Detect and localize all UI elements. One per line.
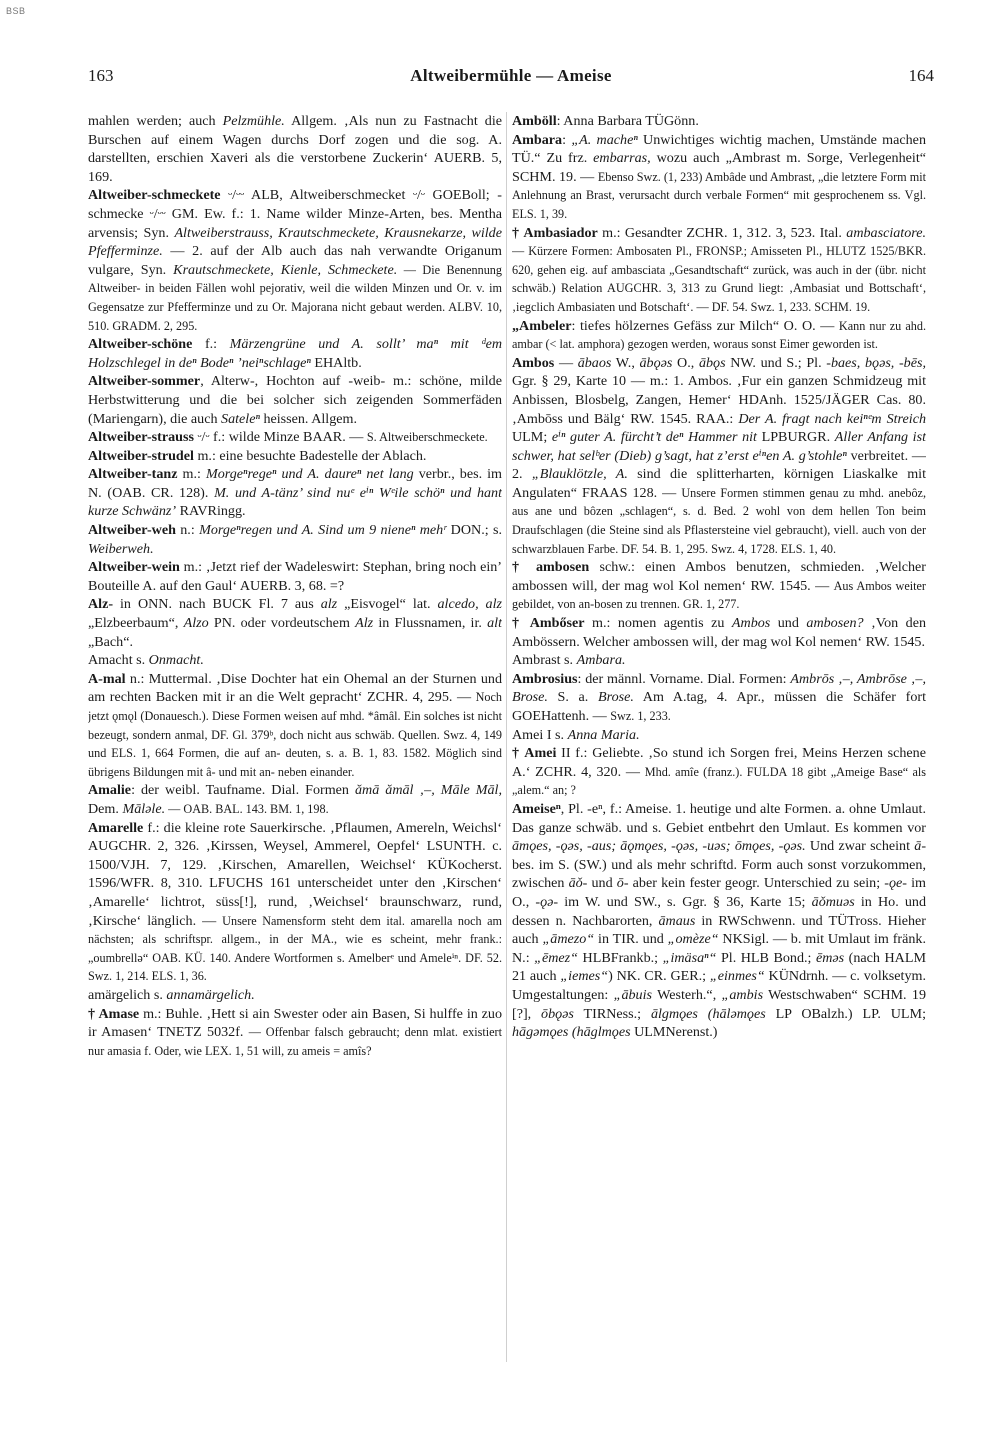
- dictionary-entry: [88, 1005, 502, 1061]
- entry-headword: † ambosen: [512, 559, 590, 576]
- entry-text: Pl. HLB Bond.;: [716, 949, 816, 966]
- entry-text: und: [770, 615, 807, 632]
- entry-italic-text: „einmes“: [709, 968, 765, 985]
- entry-italic-text: āmaus: [658, 912, 696, 929]
- entry-text: in Flussnamen, ir.: [373, 615, 488, 632]
- entry-text: n.: Muttermal. ‚Dise Dochter hat ein Ohemal an der Sturnen und am rechten Backen mit ir an die Welt gepracht‘ ZCHR. 4, 295. —: [88, 670, 502, 706]
- entry-italic-text: ālgmǫes (hālǝmǫes: [650, 1005, 766, 1022]
- entry-italic-text: „A. macheⁿ: [571, 131, 638, 148]
- entry-italic-text: -baes, bǫǝs, -bēs,: [826, 354, 926, 371]
- entry-text: NKSigl. — b. mit Umlaut im fränk. N.:: [512, 931, 926, 966]
- entry-italic-text: ābaos: [577, 354, 612, 371]
- dictionary-entry: [512, 224, 926, 317]
- entry-italic-text: āǒ-: [568, 875, 588, 892]
- dictionary-entry: [88, 781, 502, 818]
- entry-text: TIRNess.;: [573, 1005, 651, 1022]
- dictionary-entry: [512, 614, 926, 651]
- dictionary-entry: [88, 372, 502, 428]
- dictionary-entry: [88, 447, 502, 466]
- dictionary-entry: [88, 521, 502, 558]
- entry-text: Allgem. ‚Als nun zu Fastnacht die Burschen auf einem Wagen durchs Dorf zogen und die sog. A. darstellten, erschien Xaveri als die verstorbene Zuckerin‘ AUERB. 5, 169.: [88, 113, 502, 185]
- entry-text: n.:: [175, 522, 200, 539]
- entry-text: Ggr. § 29, Karte 10 — m.: 1. Ambos. ‚Fur ein ganzen Schmidzeug mit Anbissen, Blosbelg, Zangen, Hemer‘ HDAnh. 1525/JÄGER Cas. 80. ‚Ambōss und Bälg‘ RW. 1545. RAA.:: [512, 373, 926, 427]
- entry-text: wozu auch „Ambrast m. Sorge, Verlegenheit“ SCHM. 19. —: [512, 150, 926, 185]
- entry-italic-text: „omèze“: [667, 931, 719, 948]
- entry-text: Ambrast s.: [512, 652, 577, 669]
- entry-italic-text: embarras,: [593, 150, 651, 167]
- entry-headword: Ameiseⁿ: [512, 800, 561, 817]
- entry-note: — OAB. BAL. 143. BM. 1, 198.: [165, 801, 329, 816]
- page-number-right: 164: [908, 66, 934, 85]
- entry-text: PN. oder vordeutschem: [208, 615, 356, 632]
- entry-italic-text: ā-: [914, 838, 926, 855]
- dictionary-entry: [88, 428, 502, 447]
- entry-italic-text: Morgeⁿregen und A. Sind um 9 nieneⁿ mehʳ: [199, 522, 447, 539]
- entry-headword: Altweiber-tanz: [88, 466, 178, 483]
- entry-headword: Altweiber-wein: [88, 559, 180, 576]
- entry-headword: Ambos: [512, 354, 555, 371]
- entry-text: f.:: [192, 336, 230, 353]
- dictionary-entry: [512, 131, 926, 224]
- entry-italic-text: Ambos: [731, 615, 771, 632]
- entry-text: Dem.: [88, 800, 123, 817]
- left-column: [88, 112, 502, 1402]
- entry-italic-text: āmǫes, -ǫǝs, -aus; āǫmǫes, -ǫǝs, -uǝs; ōmǫes, -ǫǝs.: [512, 838, 806, 855]
- entry-italic-text: Pelzmühle.: [222, 113, 285, 129]
- entry-text: m.: nomen agentis zu: [584, 615, 732, 632]
- entry-text: und: [587, 875, 617, 892]
- entry-italic-text: ambosen?: [806, 615, 864, 632]
- entry-text: ULM;: [512, 429, 552, 446]
- entry-text: „Elzbeerbaum“,: [88, 615, 184, 632]
- entry-note: S. Altweiberschmeckete.: [366, 430, 488, 445]
- entry-text: in TIR. und: [594, 931, 668, 948]
- entry-italic-text: Onmacht.: [148, 652, 204, 669]
- entry-italic-text: Brose.: [598, 689, 634, 706]
- entry-italic-text: M. und A-tänz’ sind nuᵉ eⁱⁿ Wᵉile schöⁿ und hant kurze Schwänz’: [88, 484, 502, 520]
- entry-text: DON.; s.: [446, 522, 502, 539]
- dictionary-entry: [512, 317, 926, 354]
- entry-text: Amacht s.: [88, 652, 149, 669]
- entry-note: Unsere Formen stimmen genau zu mhd. anebôz, aus ane und bôzen „schlagen“, s. d. Bed. 2 wohl von dem hellen Ton beim Draufschlagen (die Steine sind als Pflastersteine viel gebraucht), viell. auch von der schwarzblauen Farbe. DF. 54. B. 1, 295. Swz. 4, 1728. ELS. 1, 40.: [512, 485, 926, 556]
- entry-text: ‚Von den Ambössern. Welcher ambossen will, der mag wol Kol nemen‘ RW. 1545.: [512, 615, 926, 650]
- entry-text: : der weibl. Taufname. Dial. Formen: [131, 782, 355, 799]
- entry-text: RAVRingg.: [176, 503, 246, 520]
- entry-text: amärgelich s.: [88, 986, 167, 1003]
- entry-italic-text: Ambara.: [576, 652, 626, 669]
- entry-text: Westerh.“,: [652, 986, 722, 1003]
- entry-text: bes. im S. (SW.) und als mehr schriftd. Form auch sonst vorzukommen, zwischen: [512, 856, 926, 892]
- entry-note: — Kürzere Formen: Ambosaten Pl., FRONSP.; Amisseten Pl., HLUTZ 1525/BKR. 620, gehen eig. auf ambasciata „Gesandtschaft“ zurück, was auch in der (übr. nicht schwäb.) Relation AUGCHR. 3, 313 zu Grund liegt: ‚Ambasiat und Bottschaft‘, ‚iegclich Ambasiaten und Botschaft‘. — DF. 54. Swz. 1, 233. SCHM. 19.: [512, 244, 926, 314]
- entry-text: Unwichtiges wichtig machen, Umstände machen TÜ.“ Zu frz.: [512, 131, 926, 167]
- entry-italic-text: ābǫs: [698, 354, 726, 371]
- entry-headword: Amalie: [88, 782, 132, 799]
- entry-note: — Offenbar falsch gebraucht; denn mlat. existiert nur amasia f. Oder, wie LEX. 1, 51 will, zu ameis = amîs?: [88, 1025, 502, 1058]
- entry-note: Kann nur zu ahd. ambar (< lat. amphora) gezogen werden, woraus sonst Eimer geworden ist.: [512, 318, 926, 352]
- entry-italic-text: Alz: [355, 615, 374, 632]
- entry-italic-text: Sateleⁿ: [221, 410, 260, 427]
- dictionary-entry: [512, 726, 926, 745]
- entry-text: —: [554, 354, 578, 371]
- entry-text: ULMNerenst.): [630, 1024, 718, 1041]
- entry-italic-text: Weiberweh.: [88, 540, 154, 557]
- entry-headword: † Amei: [512, 745, 557, 762]
- entry-text: in ONN. nach BUCK Fl. 7 aus: [113, 596, 321, 613]
- entry-text: : Anna Barbara TÜGönn.: [556, 113, 699, 129]
- entry-text: HLBFrankb.;: [578, 949, 663, 966]
- entry-italic-text: Anna Maria.: [567, 726, 640, 743]
- entry-note: Aus Ambos weiter gebildet, von an-bosen zu trennen. GR. 1, 277.: [512, 578, 926, 612]
- entry-text: Amei I s.: [512, 726, 568, 743]
- dictionary-entry: [88, 112, 502, 186]
- entry-text: S. a.: [547, 689, 598, 706]
- entry-text: EHAltb.: [310, 354, 362, 371]
- entry-italic-text: ābǫǝs: [639, 354, 673, 371]
- entry-headword: Alz-: [88, 596, 114, 613]
- entry-italic-text: Morgeⁿregeⁿ und A. daureⁿ net lang: [205, 466, 414, 483]
- dictionary-entry: [88, 465, 502, 521]
- entry-italic-text: -ǫǝ-: [535, 893, 559, 910]
- entry-text: in Ho. und dessen n. Nachbarorten,: [512, 893, 926, 929]
- entry-italic-text: alt: [487, 615, 502, 632]
- entry-italic-text: „ābuis: [613, 986, 653, 1003]
- dictionary-entry: [512, 558, 926, 614]
- dictionary-entry: [88, 335, 502, 372]
- entry-italic-text: ō-: [616, 875, 629, 892]
- dictionary-entry: [512, 670, 926, 726]
- entry-note: Ebenso Swz. (1, 233) Ambâde und Ambrast, „die letztere Form mit Anlehnung an Brast, verursacht durch verbale Formen“ mit gesprochenem ss. Vgl. ELS. 1, 39.: [512, 169, 926, 221]
- dictionary-entry: [512, 354, 926, 559]
- entry-headword: Ambara: [512, 131, 563, 148]
- entry-italic-text: Alzo: [183, 615, 209, 632]
- entry-italic-text: āǒmuǝs: [811, 893, 855, 910]
- entry-text: W.,: [611, 354, 640, 371]
- entry-italic-text: eⁱⁿ guter A. fürcht’t deⁿ Hammer nit: [551, 429, 757, 446]
- entry-italic-text: hāgǝmǫes (hāglmǫes: [512, 1024, 631, 1041]
- column-divider: [506, 112, 507, 1362]
- entry-text: : der männl. Vorname. Dial. Formen:: [577, 670, 791, 687]
- entry-text: (nach HALM 21 auch: [512, 949, 926, 985]
- dictionary-entry: [88, 595, 502, 651]
- entry-text: KÜNdrnh. — c. volksetym. Umgestaltungen:: [512, 968, 926, 1003]
- entry-italic-text: alz: [320, 596, 338, 613]
- entry-headword: Altweiber-weh: [88, 522, 176, 539]
- entry-text: „Bach“.: [88, 633, 133, 650]
- entry-text: m.: eine besuchte Badestelle der Ablach.: [193, 447, 427, 464]
- entry-italic-text: -ǫe-: [884, 875, 907, 892]
- entry-text: ᵕ/ᵕ f.: wilde Minze BAAR. —: [193, 429, 367, 446]
- entry-note: — Die Benennung Altweiber- in beiden Fällen wohl pejorativ, weil die wilden Minzen und Or. v. im Gegensatze zur Pfefferminze und zu Or. Majorana nicht gebaut werden. ALBV. 10, 510. GRADM. 2, 295.: [88, 262, 502, 333]
- entry-headword: Altweiber-strauss: [88, 429, 194, 446]
- entry-text: ᵕ/ᵕᵕ ALB, Altweiberschmecket ᵕ/ᵕ GOEBoll; -schmecke ᵕ/ᵕᵕ GM. Ew. f.: 1. Name wilder Minze-Arten, bes. Mentha arvensis; Syn.: [88, 187, 502, 241]
- dictionary-entry: [88, 986, 502, 1005]
- entry-text: mahlen werden; auch: [88, 113, 223, 129]
- entry-text: , Pl. -eⁿ, f.: Ameise. 1. heutige und alte Formen. a. ohne Umlaut. Das ganze schwäb. und s. Gebiet entbehrt den Umlaut. Es kommen vor: [512, 800, 926, 836]
- dictionary-entry: [512, 744, 926, 800]
- entry-text: im W. und SW., s. Ggr. § 36, Karte 15;: [558, 893, 812, 910]
- entry-headword: Altweiber-sommer: [88, 373, 201, 390]
- entry-text: Und zwar scheint: [805, 838, 915, 855]
- right-column: [512, 112, 926, 1402]
- entry-text: NW. und S.; Pl.: [725, 354, 827, 371]
- entry-text: m.: Gesandter ZCHR. 1, 312. 3, 523. Ital.: [597, 224, 847, 241]
- entry-italic-text: alcedo, alz: [437, 596, 502, 613]
- entry-italic-text: Altweiberstrauss, Krautschmeckete, Krausnekarze, wilde Pfefferminze.: [88, 224, 502, 260]
- entry-text: schw.: einen Ambos benutzen, schmieden. ‚Welcher ambossen will, der mag wol Kol nemen‘ RW. 1545. —: [512, 559, 926, 594]
- page-number-left: 163: [88, 66, 114, 85]
- dictionary-entry: [512, 112, 926, 131]
- entry-text: O.,: [672, 354, 699, 371]
- entry-text: LP OBalzh.) LP. ULM;: [765, 1005, 926, 1022]
- entry-text: heissen. Allgem.: [259, 410, 358, 427]
- entry-italic-text: „Blauklötzle, A.: [531, 466, 628, 483]
- dictionary-entry: [512, 800, 926, 1042]
- entry-text: ) NK. CR. GER.;: [608, 968, 710, 985]
- entry-headword: † Amase: [88, 1005, 140, 1022]
- entry-note: Swz. 1, 233.: [610, 709, 671, 723]
- entry-text: im O.,: [512, 875, 926, 910]
- running-title: Altweibermühle — Ameise: [410, 66, 612, 85]
- dictionary-entry: [88, 670, 502, 782]
- entry-italic-text: annamärgelich.: [166, 986, 255, 1003]
- entry-headword: Ambrosius: [512, 670, 578, 687]
- dictionary-entry: [88, 558, 502, 595]
- entry-text: Westschwaben“ SCHM. 19 [?],: [512, 986, 926, 1022]
- entry-headword: † Ambasiador: [512, 224, 598, 241]
- entry-italic-text: „āmezo“: [542, 931, 595, 948]
- entry-italic-text: ōbǫǝs: [541, 1005, 574, 1022]
- entry-italic-text: ambasciatore.: [846, 224, 926, 241]
- entry-headword: Amböll: [512, 113, 557, 129]
- entry-italic-text: Aller Anfang ist schwer, hat selᵇer (Dieb) g’sagt, hat z’erst eⁱⁿen A. g’stohleⁿ: [512, 429, 926, 464]
- entry-text: aber kein fester geogr. Unterschied zu sein;: [628, 875, 885, 892]
- entry-note: Mhd. amîe (franz.). FULDA 18 gibt „Ameige Base“ als „alem.“ an; ?: [512, 764, 926, 798]
- entry-headword: A-mal: [88, 670, 126, 687]
- entry-text: — 2. auf der Alb auch das nah verwandte Origanum vulgare, Syn.: [88, 243, 502, 278]
- entry-italic-text: „ēmez“: [534, 949, 579, 966]
- entry-headword: Altweiber-schmeckete: [88, 187, 221, 204]
- entry-italic-text: „imäsaⁿ“: [662, 949, 717, 966]
- entry-italic-text: Der A. fragt nach keiⁿᵉm Streich: [738, 410, 926, 427]
- entry-text: m.: ‚Jetzt rief der Wadeleswirt: Stephan, bring noch ein’ Bouteille A. auf den Gaul‘ AUERB. 3, 68. =?: [88, 559, 502, 594]
- entry-italic-text: Ambrōs ‚–, Ambrōse ‚–, Brose.: [512, 670, 926, 706]
- entry-italic-text: ămā ămāl ‚–, Māle Māl,: [354, 782, 502, 799]
- entry-text: Am A.tag, 4. Apr., müssen die Schäfer fort GOEHattenh. —: [512, 689, 926, 724]
- entry-text: f.: die kleine rote Sauerkirsche. ‚Pflaumen, Amereln, Weichsl‘ AUGCHR. 2, 326. ‚Kirssen, Weysel, Ammerel, Oepfel‘ LSUNTH. c. 1500/VJH. 7, 129. ‚Kirschen, Amarellen, Weichsel‘ KÜKocherst. 1596/WFR. 8, 310. LFUCHS 161 unterscheidet unter den ‚Kirschen‘ ‚Amarelle‘ lichtrot, süss[!], rund, ‚Weichsel‘ braunschwarz, rund, ‚Kirsche‘ länglich. —: [88, 819, 502, 929]
- entry-text: , Alterw-, Hochton auf -weib- m.: schöne, milde Herbstwitterung und die bei solcher sich zeigenden Sommerfäden (Mariengarn), die auch: [88, 373, 502, 427]
- entry-headword: Altweiber-strudel: [88, 447, 194, 464]
- entry-text: m.: Buhle. ‚Hett si ain Swester oder ain Basen, Si hulffe in zuo ir Amasen‘ TNETZ 5032f.: [88, 1005, 502, 1041]
- dictionary-entry: [512, 651, 926, 670]
- entry-text: verbreitet. — 2.: [512, 447, 926, 483]
- entry-italic-text: Märzengrüne und A. sollt’ maⁿ mit ᵈem Holzschlegel in deⁿ Bodeⁿ ’neiⁿschlageⁿ: [88, 336, 502, 371]
- entry-italic-text: Krautschmeckete, Kienle, Schmeckete.: [173, 261, 398, 278]
- entry-italic-text: Mālǝle.: [122, 800, 166, 817]
- entry-italic-text: ēmǝs: [815, 949, 845, 966]
- library-stamp: BSB: [6, 6, 26, 16]
- entry-text: sind die splitterharten, körnigen Liaskalke mit Angulaten“ FRAAS 128. —: [512, 466, 926, 501]
- entry-note: Unsere Namensform steht dem ital. amarella noch am nächsten; als schriftspr. allgem., in der MA., wie es scheint, mehr frank.: „oumbrellǝ“ OAB. KÜ. 140. Andere Wortformen s. Amelberᵉ und Ameleⁱⁿ. DF. 52. Swz. 1, 214. ELS. 1, 36.: [88, 913, 502, 984]
- entry-text: LPBURGR.: [756, 429, 835, 446]
- entry-text: m.:: [177, 466, 206, 483]
- dictionary-entry: [88, 651, 502, 670]
- entry-headword: „Ambeler: [512, 317, 572, 334]
- entry-text: :: [562, 131, 572, 148]
- entry-text: II f.: Geliebte. ‚So stund ich Sorgen frei, Meins Herzen schene A.‘ ZCHR. 4, 320. —: [512, 745, 926, 780]
- dictionary-entry: [88, 819, 502, 986]
- entry-text: „Eisvogel“ lat.: [337, 596, 438, 613]
- entry-headword: Altweiber-schöne: [88, 336, 193, 353]
- dictionary-entry: [88, 186, 502, 335]
- entry-text: : tiefes hölzernes Gefäss zur Milch“ O. O. —: [571, 317, 839, 334]
- entry-text: in RWSchwenn. und TÜTross. Hieher auch: [512, 912, 926, 948]
- entry-headword: † Ambőser: [512, 615, 585, 632]
- entry-note: Noch jetzt ǫmǫl (Donauesch.). Diese Formen weisen auf mhd. *âmâl. Ein solches ist nicht bezeugt, sondern anmal, DF. Gl. 379ᵇ, doch nicht aus schwäb. Quellen. Swz. 4, 149 und ELS. 1, 664 Formen, die auf an- deuten, s. a. B. 1, 83. 1582. Möglich sind übrigens Bildungen mit â- und mit an- neben einander.: [88, 690, 502, 779]
- entry-italic-text: „iemes“: [560, 968, 609, 985]
- entry-text: verbr., bes. im N. (OAB. CR. 128).: [88, 466, 502, 501]
- entry-headword: Amarelle: [88, 819, 144, 836]
- page-header: [88, 66, 934, 92]
- entry-italic-text: „ambis: [721, 986, 764, 1003]
